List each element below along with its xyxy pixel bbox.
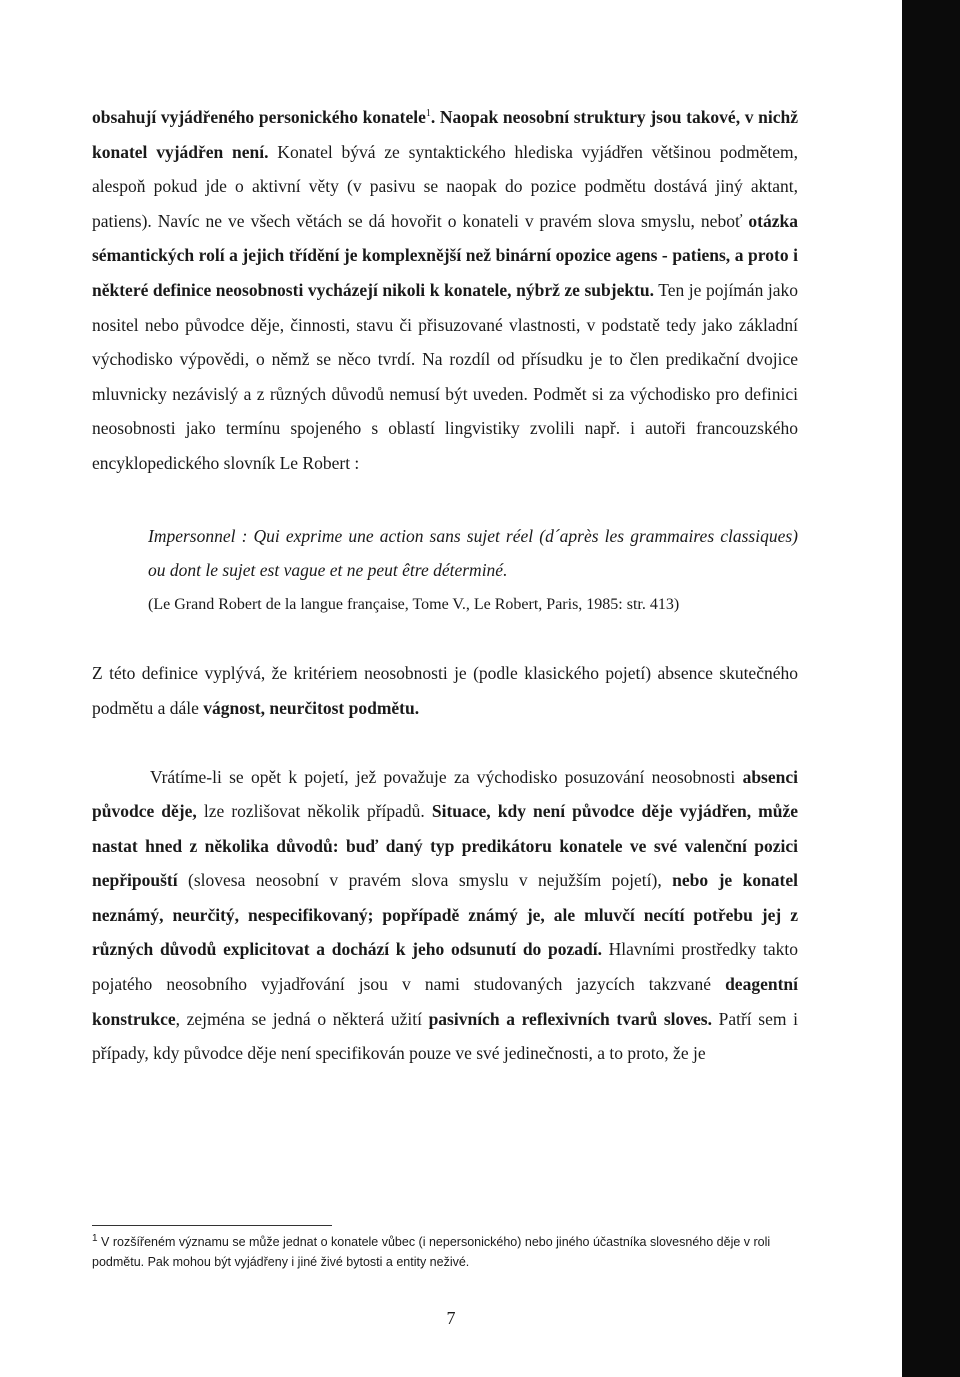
paragraph-3 xyxy=(92,760,798,1071)
quote-source: (Le Grand Robert de la langue française, Tome V., Le Robert, Paris, 1985: str. 413) xyxy=(148,595,680,613)
p3-run-4: (slovesa neosobní v pravém slova smyslu v nejužším pojetí), xyxy=(177,870,673,891)
p3-run-3: Situace, kdy není původce děje vyjádřen, může nastat hned z několika důvodů: buď daný typ predikátoru konatele ve své valenční pozici nepřipouští xyxy=(92,801,799,891)
p3-run-2: lze rozlišovat několik případů. xyxy=(196,801,432,822)
scan-edge-bar xyxy=(902,0,960,1377)
p3-run-10: Patří sem i případy, kdy původce děje není specifikován pouze ve své jedinečnosti, a to proto, že je xyxy=(92,1008,798,1064)
p3-run-6: Hlavními prostředky takto pojatého neosobního vyjadřování jsou v nami studovaných jazycích takzvané xyxy=(92,939,798,995)
p2-run-0: Z této definice vyplývá, že kritériem neosobnosti je (podle klasického pojetí) absence skutečného podmětu a dále xyxy=(92,663,798,718)
footnote-text: V rozšířeném významu se může jednat o konatele vůbec (i nepersonického) nebo jiného účastníka slovesného děje v roli podmětu. Pak mohou být vyjádřeny i jiné živé bytosti a entity neživé. xyxy=(92,1235,771,1269)
quote-text: Impersonnel : Qui exprime une action sans sujet réel (d´après les grammaires classiques) ou dont le sujet est vague et ne peut être déterminé. xyxy=(148,525,798,581)
p3-run-8: , zejména se jedná o některá užití xyxy=(175,1008,429,1029)
page-number: 7 xyxy=(446,1308,456,1328)
footnote xyxy=(92,1232,798,1272)
paragraph-1 xyxy=(92,100,798,481)
p3-run-5: nebo je konatel neznámý, neurčitý, nespecifikovaný; popřípadě známý je, ale mluvčí necítí potřebu jej z různých důvodů explicitovat a dochází k jeho odsunutí do pozadí. xyxy=(92,870,799,960)
block-quote xyxy=(92,519,798,623)
p1-run-0: obsahují vyjádřeného personického konatele xyxy=(92,107,426,127)
p1-run-1: 1 xyxy=(425,108,431,120)
page-body xyxy=(92,100,798,1071)
p3-run-0: Vrátíme-li se opět k pojetí, jež považuje za východisko posuzování neosobnosti xyxy=(150,766,743,787)
p1-run-2: . Naopak neosobní struktury jsou takové, v nichž konatel vyjádřen není. xyxy=(92,107,799,162)
footnote-rule xyxy=(92,1225,332,1226)
p1-run-5: Ten je pojímán jako nositel nebo původce děje, činnosti, stavu či přisuzované vlastnosti, v podstatě tedy jako základní východisko výpovědi, o němž se něco tvrdí. Na rozdíl od přísudku je to člen predikační dvojice mluvnicky nezávislý a z různých důvodů nemusí být uveden. Podmět si za východisko pro definici neosobnosti jako termínu spojeného s oblastí lingvistiky zvolili např. i autoři francouzského encyklopedického slovník Le Robert : xyxy=(92,279,798,473)
p1-run-4: otázka sémantických rolí a jejich třídění je komplexnější než binární opozice agens - patiens, a proto i některé definice neosobnosti vycházejí nikoli k konatele, nýbrž ze subjektu. xyxy=(92,210,798,300)
p3-run-9: pasivních a reflexivních tvarů sloves. xyxy=(428,1008,712,1029)
p2-run-1: vágnost, neurčitost podmětu. xyxy=(203,697,420,718)
p3-run-7: deagentní konstrukce xyxy=(92,974,798,1029)
p1-run-3: Konatel bývá ze syntaktického hlediska vyjádřen většinou podmětem, alespoň pokud jde o aktivní věty (v pasivu se naopak do pozice podmětu dostává jiný aktant, patiens). Navíc ne ve všech větách se dá hovořit o konateli v pravém slova smyslu, neboť xyxy=(92,141,798,231)
footnote-mark: 1 xyxy=(92,1232,98,1244)
p3-run-1: absenci původce děje, xyxy=(92,766,798,822)
paragraph-2 xyxy=(92,656,798,725)
